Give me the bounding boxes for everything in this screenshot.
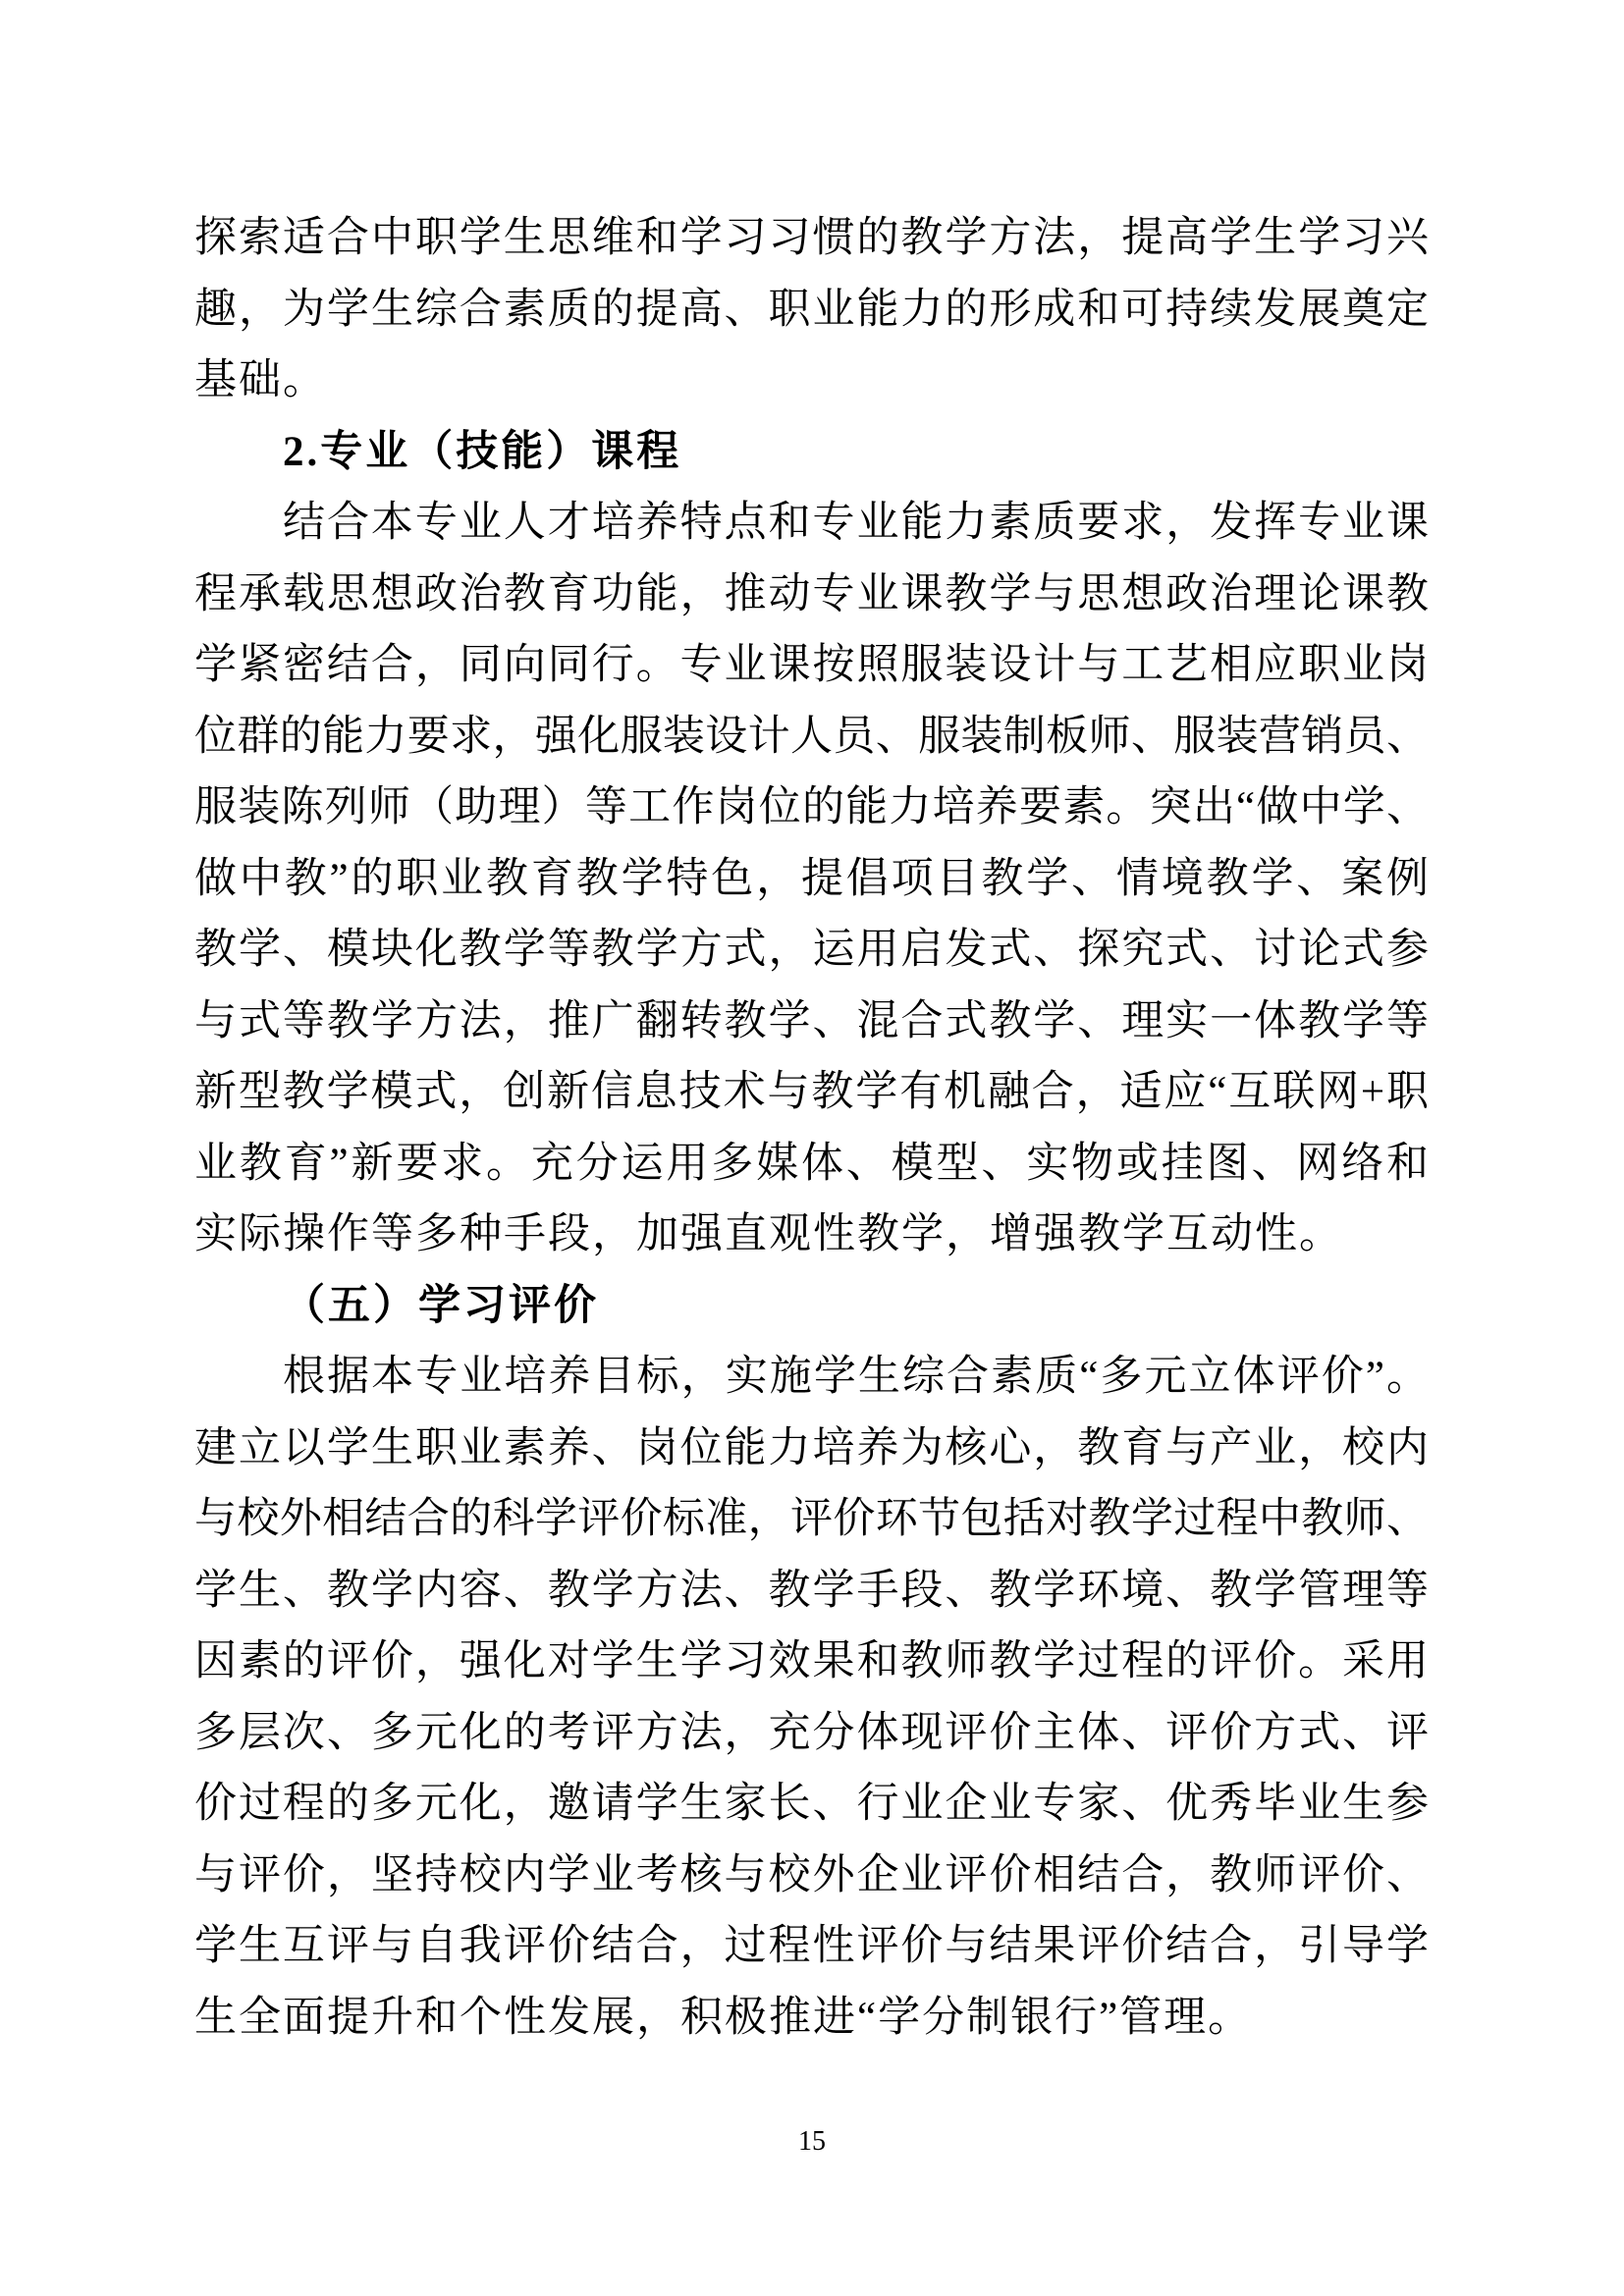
text-line: 实际操作等多种手段，加强直观性教学，增强教学互动性。 [194,1211,1343,1257]
text-line: 教学、模块化教学等教学方式，运用启发式、探究式、讨论式参 [194,927,1429,973]
text-line: 探索适合中职学生思维和学习习惯的教学方法，提高学生学习兴 [194,215,1429,261]
text-line: 多层次、多元化的考评方法，充分体现评价主体、评价方式、评 [194,1709,1429,1756]
text-line: 趣，为学生综合素质的提高、职业能力的形成和可持续发展奠定 [194,286,1429,333]
text-line: 与评价，坚持校内学业考核与校外企业评价相结合，教师评价、 [194,1851,1429,1898]
text-line: 学生互评与自我评价结合，过程性评价与结果评价结合，引导学 [194,1923,1429,1969]
text-line: 位群的能力要求，强化服装设计人员、服装制板师、服装营销员、 [194,713,1429,760]
text-line: 程承载思想政治教育功能，推动专业课教学与思想政治理论课教 [194,570,1429,617]
text-line: 学紧密结合，同向同行。专业课按照服装设计与工艺相应职业岗 [194,642,1429,688]
text-line: 生全面提升和个性发展，积极推进“学分制银行”管理。 [194,1994,1253,2041]
text-line: 因素的评价，强化对学生学习效果和教师教学过程的评价。采用 [194,1638,1429,1684]
text-line: 与式等教学方法，推广翻转教学、混合式教学、理实一体教学等 [194,997,1429,1044]
text-line: 新型教学模式，创新信息技术与教学有机融合，适应“互联网+职 [194,1069,1429,1115]
text-line: 建立以学生职业素养、岗位能力培养为核心，教育与产业，校内 [194,1424,1429,1471]
text-line: 服装陈列师（助理）等工作岗位的能力培养要素。突出“做中学、 [194,784,1429,830]
section-heading: （五）学习评价 [283,1282,599,1329]
section-heading: 2.专业（技能）课程 [283,428,682,475]
text-line: 业教育”新要求。充分运用多媒体、模型、实物或挂图、网络和 [194,1140,1429,1187]
text-line: 结合本专业人才培养特点和专业能力素质要求，发挥专业课 [283,500,1429,546]
page-number: 15 [798,2126,826,2157]
text-line: 学生、教学内容、教学方法、教学手段、教学环境、教学管理等 [194,1567,1429,1614]
text-line: 根据本专业培养目标，实施学生综合素质“多元立体评价”。 [283,1354,1429,1400]
text-line: 基础。 [194,357,327,403]
document-text-area [194,203,1429,2054]
text-line: 与校外相结合的科学评价标准，评价环节包括对教学过程中教师、 [194,1496,1429,1542]
text-line: 做中教”的职业教育教学特色，提倡项目教学、情境教学、案例 [194,855,1429,902]
text-line: 价过程的多元化，邀请学生家长、行业企业专家、优秀毕业生参 [194,1781,1429,1827]
